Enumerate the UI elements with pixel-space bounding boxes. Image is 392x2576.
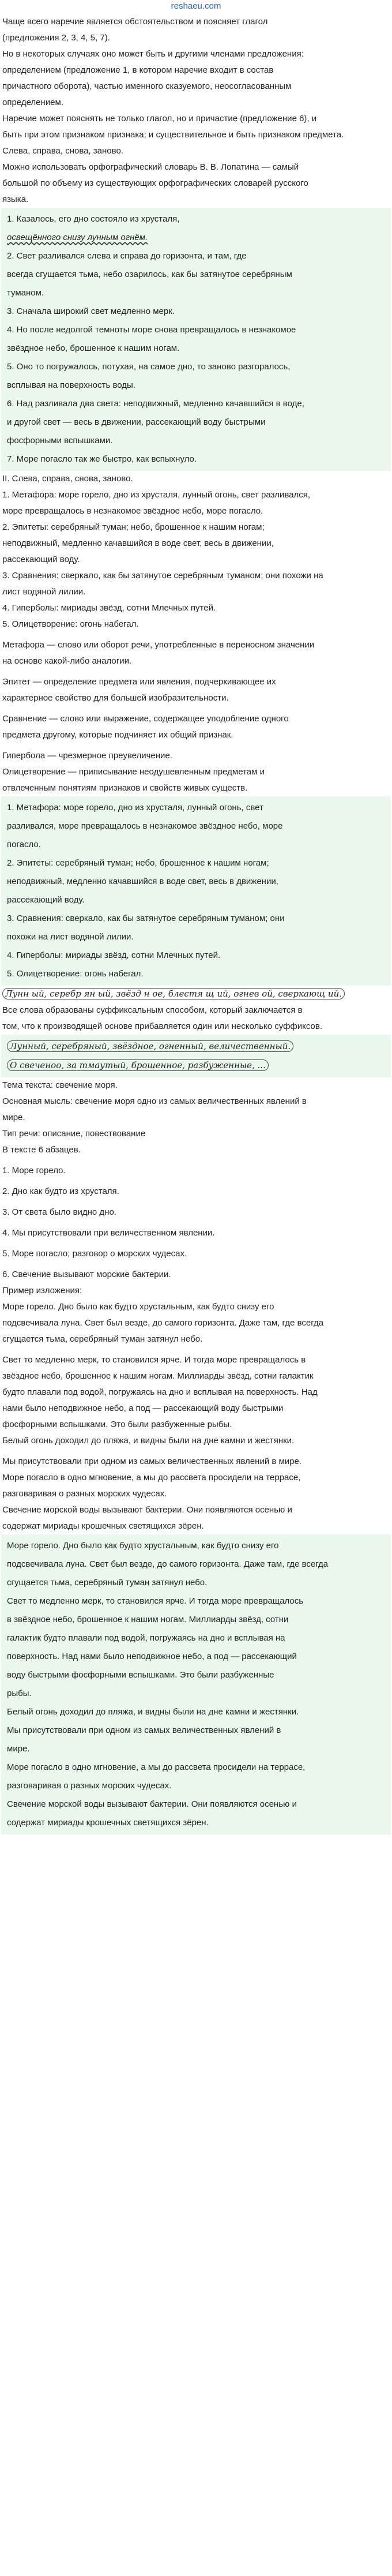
sentence-line: 1. Казалось, его дно состояло из хрусталя, <box>7 214 180 224</box>
intro-line: определением (предложение 1, в котором наречие входит в состав <box>2 65 274 75</box>
plan-item: 4. Мы присутствовали при величественном явлении. <box>2 1228 215 1238</box>
intro-line: Наречие может пояснять не только глагол, но и причастие (предложение 6), и <box>2 114 317 123</box>
answer-line: лист водяной лилии. <box>2 587 86 597</box>
answer-line: 3. Сравнения: сверкало, как бы затянутое серебряным туманом; они похожи на <box>2 571 323 581</box>
answer-line: 5. Олицетворение: огонь набегал. <box>7 969 144 979</box>
story-line: Мы присутствовали при одном из самых величественных явлений в <box>7 1725 281 1735</box>
answer-line: рассекающий воду. <box>2 555 80 564</box>
theme-line: В тексте 6 абзацев. <box>2 1145 81 1155</box>
sentence-line: всплывая на поверхность воды. <box>7 380 135 390</box>
story-line: разговаривая о разных морских чудесах. <box>2 1489 167 1499</box>
morph-desc: Все слова образованы суффиксальным способом, который заключается в <box>2 1005 303 1015</box>
story-line: галактик будто плавали под водой, погружаясь на дно и всплывая на <box>7 1633 285 1643</box>
intro-line: Можно использовать орфографический словарь В. В. Лопатина — самый <box>2 162 299 172</box>
sentence-line: 7. Море погасло так же быстро, как вспыхнуло. <box>7 454 197 464</box>
story-line: Свечение морской воды вызывают бактерии. Они появляются осенью и <box>7 1799 297 1809</box>
definition-line: на основе какой-либо аналогии. <box>2 656 132 666</box>
definition-line: Метафора — слово или оборот речи, употребленные в переносном значении <box>2 640 315 650</box>
definition-line: отвлеченным понятиям признаков и свойств живых существ. <box>2 783 248 793</box>
answer-line: похожи на лист водяной лилии. <box>7 932 134 942</box>
theme-line: Основная мысль: свечение моря одно из самых величественных явлений в <box>2 1096 307 1106</box>
morph-words: О свеченоо, за тмаутый, брошенное, разбуженные, ... <box>7 1059 269 1071</box>
definition-line: характерное свойство для большей изобразительности. <box>2 693 229 703</box>
story-line: Мы присутствовали при одном из самых величественных явлений в мире. <box>2 1457 302 1466</box>
answer-line: 5. Олицетворение: огонь набегал. <box>2 619 139 629</box>
sentence-line: 5. Оно то погружалось, потухая, на самое дно, то заново разгоралось, <box>7 362 291 372</box>
plan-item: 2. Дно как будто из хрусталя. <box>2 1186 119 1196</box>
answer-line: погасло. <box>7 840 41 849</box>
morph-words: Лунный, серебряный, звёздное, огненный, величественный. <box>7 1040 293 1052</box>
story-line: Море погасло в одно мгновение, а мы до рассвета просидели на террасе, <box>7 1762 306 1772</box>
theme-line: Тип речи: описание, повествование <box>2 1129 146 1139</box>
story-line: Свет то медленно мерк, то становился ярче. И тогда море превращалось в <box>2 1355 306 1365</box>
answer-line: неподвижный, медленно качавшийся в воде свет, весь в движении, <box>2 538 274 548</box>
definition-line: Гипербола — чрезмерное преувеличение. <box>2 751 172 761</box>
answer-line: разливался, море превращалось в незнакомое звёздное небо, море <box>7 821 283 831</box>
story-line: звёздное небо, брошенное к нашим ногам. Миллиарды звёзд, сотни галактик <box>2 1371 314 1381</box>
answer-line: море превращалось в незнакомое звёздное небо, море погасло. <box>2 506 263 516</box>
morphology-block <box>0 986 392 1035</box>
story-line: Свет то медленно мерк, то становился ярче. И тогда море превращалось <box>7 1596 304 1606</box>
answer-line: 4. Гиперболы: мириады звёзд, сотни Млечных путей. <box>2 603 216 613</box>
intro-line: языка. <box>2 194 29 204</box>
morph-line <box>0 986 392 1002</box>
story-line: содержат мириады крошечных светящихся зёрен. <box>2 1521 204 1531</box>
sentence-line: освещённого снизу лунным огнём. <box>7 233 148 242</box>
story-highlight <box>1 1534 391 1834</box>
sentence-line: звёздное небо, брошенное к нашим ногам. <box>7 343 180 353</box>
story-line: нами было неподвижное небо, а под — рассекающий воду быстрыми <box>2 1403 284 1413</box>
answer-line: 1. Метафора: море горело, дно из хрусталя, лунный огонь, свет <box>7 803 263 813</box>
story-line: сгущается тьма, серебряный туман затянул небо. <box>2 1334 203 1344</box>
morph-line <box>5 1056 387 1075</box>
story-line: Море погасло в одно мгновение, а мы до рассвета просидели на террасе, <box>2 1473 301 1482</box>
story-line: разговаривая о разных морских чудесах. <box>7 1781 172 1791</box>
answer-line: 2. Эпитеты: серебряный туман; небо, брошенное к нашим ногам; <box>7 858 269 868</box>
definition-line: Эпитет — определение предмета или явления, подчеркивающее их <box>2 677 276 687</box>
intro-line: (предложения 2, 3, 4, 5, 7). <box>2 33 110 43</box>
story-line: Море горело. Дно было как будто хрустальным, как будто снизу его <box>7 1541 279 1551</box>
story-line: подсвечивала луна. Свет был везде, до самого горизонта. Даже там, где всегда <box>2 1318 324 1328</box>
answer-line: 2. Эпитеты: серебряный туман; небо, брошенное к нашим ногам; <box>2 522 265 532</box>
answer-line: 1. Метафора: море горело, дно из хрусталя, лунный огонь, свет разливался, <box>2 490 311 500</box>
story-line: фосфорными вспышками. Это были разбуженные рыбы. <box>2 1420 232 1429</box>
plan-item: 3. От света было видно дно. <box>2 1207 116 1217</box>
sentence-line: фосфорными вспышками. <box>7 436 113 445</box>
intro-line: Чаще всего наречие является обстоятельством и поясняет глагол <box>2 17 268 27</box>
intro-line: большой по объему из существующих орфографических словарей русского <box>2 178 308 188</box>
site-header[interactable]: reshaeu.com <box>171 1 221 11</box>
intro-line: быть при этом признаком признака; и существительное и быть признаком предмета. <box>2 130 344 140</box>
story-line: Белый огонь доходил до пляжа, и видны были на дне камни и жестянки. <box>2 1436 295 1446</box>
morph-highlight <box>1 1035 391 1077</box>
story-line: Море горело. Дно было как будто хрустальным, как будто снизу его <box>2 1302 274 1312</box>
story-line: поверхность. Над нами было неподвижное небо, а под — рассекающий <box>7 1652 297 1661</box>
sentence-line: всегда сгущается тьма, небо озарилось, как бы затянутое серебряным <box>7 269 292 279</box>
definition-line: Сравнение — слово или выражение, содержащее уподобление одного <box>2 714 289 724</box>
morph-line <box>5 1037 387 1056</box>
answer-line: неподвижный, медленно качавшийся в воде свет, весь в движении, <box>7 877 278 886</box>
plan-item: 1. Море горело. <box>2 1166 66 1175</box>
story-line: содержат мириады крошечных светящихся зёрен. <box>7 1818 209 1828</box>
story-line: Белый огонь доходил до пляжа, и видны были на дне камни и жестянки. <box>7 1707 299 1717</box>
sentence-line: 3. Сначала широкий свет медленно мерк. <box>7 306 175 316</box>
story-block <box>0 1299 392 1534</box>
answer-line: 3. Сравнения: сверкало, как бы затянутое серебряным туманом; они <box>7 913 285 923</box>
annotated-sentences <box>1 208 391 471</box>
theme-block <box>0 1077 392 1299</box>
answer-line: рассекающий воду. <box>7 895 85 905</box>
story-line: будто плавали под водой, погружаясь на дно и всплывая на поверхность. Над <box>2 1387 318 1397</box>
sentence-line: туманом. <box>7 288 44 298</box>
answer-line: II. Слева, справа, снова, заново. <box>2 474 133 484</box>
theme-line: мире. <box>2 1113 25 1122</box>
sentence-line: 4. Но после недолгой темноты море снова превращалось в незнакомое <box>7 325 296 335</box>
definition-line: Олицетворение — приписывание неодушевленным предметам и <box>2 767 265 777</box>
story-line: Свечение морской воды вызывают бактерии. Они появляются осенью и <box>2 1505 292 1515</box>
morph-words: Лунн ый, серебр ян ый, звёзд н ое, блестя щ ий, огнев ой, сверкающ ий. <box>2 988 345 999</box>
example-label: Пример изложения: <box>2 1286 82 1296</box>
sentence-line: 2. Свет разливался слева и справа до горизонта, и там, где <box>7 251 247 261</box>
intro-line: Слева, справа, снова, заново. <box>2 146 123 156</box>
sentence-line: и другой свет — весь в движении, рассекающий воду быстрыми <box>7 417 266 427</box>
intro-block <box>0 14 392 208</box>
sentence-line: 6. Над разливалa два света: неподвижный, медленно качавшийся в воде, <box>7 399 304 409</box>
story-line: в звёздное небо, брошенное к нашим ногам. Миллиарды звёзд, сотни <box>7 1615 289 1624</box>
plan-item: 5. Море погасло; разговор о морских чудесах. <box>2 1249 187 1259</box>
story-line: воду быстрыми фосфорными вспышками. Это были разбуженные <box>7 1670 274 1680</box>
intro-line: причастного оборота), частью именного сказуемого, неосогласованным <box>2 81 292 91</box>
story-line: подсвечивала луна. Свет был везде, до самого горизонта. Даже там, где всегда <box>7 1559 329 1569</box>
story-line: мире. <box>7 1744 30 1754</box>
story-line: рыбы. <box>7 1688 32 1698</box>
intro-line: определением. <box>2 98 63 107</box>
theme-line: Тема текста: свечение моря. <box>2 1080 118 1090</box>
answer-line: 4. Гиперболы: мириады звёзд, сотни Млечных путей. <box>7 950 221 960</box>
definition-line: предмета другому, которые подчиняет их общий признак. <box>2 730 233 740</box>
story-line: сгущается тьма, серебряный туман затянул небо. <box>7 1578 208 1587</box>
answers-block <box>0 471 392 796</box>
highlighted-answers <box>1 796 391 986</box>
plan-item: 6. Свечение вызывают морские бактерии. <box>2 1270 171 1279</box>
intro-line: Но в некоторых случаях оно может быть и другими членами предложения: <box>2 49 304 59</box>
morph-desc: том, что к производящей основе прибавляется один или несколько суффиксов. <box>2 1021 323 1031</box>
